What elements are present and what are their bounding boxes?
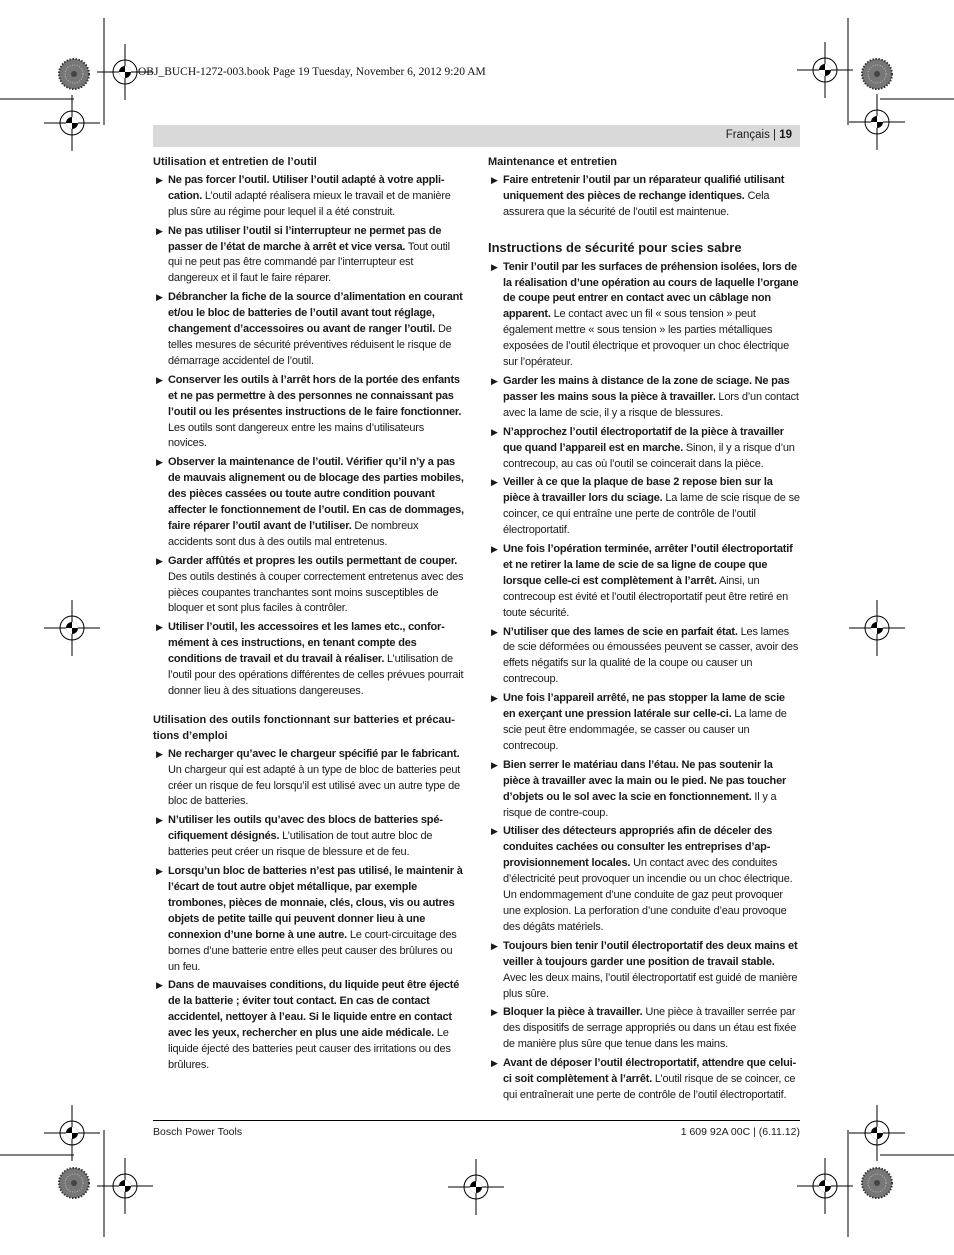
- item-bold-text: Veiller à ce que la plaque de base 2 repose bien sur la pièce à travailler lors du sciage.: [503, 476, 773, 505]
- item-body-text: L’outil risque de se coincer, ce qui entraînerait une perte de contrôle de l’outil électroportatif.: [503, 1073, 796, 1101]
- header-language: Français |: [725, 129, 776, 141]
- list-item: [153, 290, 465, 370]
- section-heading: Utilisation et entretien de l’outil: [153, 156, 317, 168]
- registration-mark-icon: [97, 1158, 153, 1214]
- item-body-text: La lame de scie peut être endommagée, se casser ou causer un contrecoup.: [503, 708, 787, 752]
- list-item: [488, 425, 800, 473]
- item-body-text: Avec les deux mains, l’outil électroportatif est guidé de manière plus sûre.: [503, 971, 798, 1000]
- item-body-text: L’utilisation de tout autre bloc de batteries peut créer un risque de blessure et de feu.: [168, 830, 433, 859]
- item-bold-text: Ne recharger qu’avec le chargeur spécifié par le fabricant.: [168, 747, 460, 760]
- bullet-triangle-icon: ▶: [491, 1058, 498, 1069]
- bullet-triangle-icon: ▶: [491, 626, 498, 637]
- item-bold-text: Dans de mauvaises conditions, du liquide peut être éjecté de la batterie ; éviter tout contact. En cas de contact accidentel, nettoyer à l’eau. Si le liquide entre en contact avec les yeux, rechercher en plus une aide médicale.: [168, 979, 460, 1040]
- item-body-text: De telles mesures de sécurité préventives réduisent le risque de démarrage accidentel de l’outil.: [168, 323, 452, 367]
- bullet-triangle-icon: ▶: [156, 980, 163, 991]
- item-list: [153, 747, 465, 1074]
- item-body-text: Lors d’un contact avec la lame de scie, il y a risque de blessures.: [503, 390, 799, 419]
- registration-mark-icon: [44, 600, 100, 656]
- left-column: [153, 155, 465, 1077]
- bullet-triangle-icon: ▶: [156, 292, 163, 303]
- item-body-text: Il y a risque de contre-coup.: [503, 790, 777, 819]
- section-heading: Utilisation des outils fonctionnant sur batteries et précautions d’emploi: [153, 713, 455, 742]
- list-item: [488, 625, 800, 689]
- item-bold-text: Conserver les outils à l’arrêt hors de la portée des enfants et ne pas permettre à des personnes ne connaissant pas l’outil ou les présentes instructions de le faire fonctionner.: [168, 373, 462, 418]
- registration-mark-icon: [849, 1105, 905, 1161]
- list-item: [153, 455, 465, 550]
- list-item: [488, 1056, 800, 1104]
- item-bold-text: Débrancher la fiche de la source d’alimentation en courant et/ou le bloc de batteries de l’outil avant tout réglage, changement d’accessoires ou avant de ranger l’outil.: [168, 291, 463, 336]
- bullet-triangle-icon: ▶: [156, 815, 163, 826]
- star-target-icon: [59, 1168, 89, 1198]
- bullet-triangle-icon: ▶: [491, 693, 498, 704]
- list-item: [488, 475, 800, 539]
- bullet-triangle-icon: ▶: [156, 225, 163, 236]
- item-list: [153, 173, 465, 700]
- item-bold-text: Garder les mains à distance de la zone de sciage. Ne pas passer les mains sous la pièce à travailler.: [503, 374, 790, 403]
- item-body-text: Sinon, il y a risque d’un contrecoup, au cas où l’outil se coincerait dans la pièce.: [503, 441, 795, 470]
- list-item: [488, 691, 800, 755]
- item-bold-text: Avant de déposer l’outil électroportatif, attendre que celui-ci soit complètement à l’arrêt.: [503, 1057, 796, 1086]
- item-body-text: Le liquide éjecté des batteries peut causer des irritations ou des brûlures.: [168, 1027, 451, 1071]
- item-bold-text: Utiliser des détecteurs appropriés afin de déceler des conduites cachées ou consulter les entreprises d’approvisionnement locales.: [503, 825, 773, 870]
- registration-mark-icon: [849, 94, 905, 150]
- registration-mark-icon: [849, 600, 905, 656]
- bullet-triangle-icon: ▶: [156, 866, 163, 877]
- book-info-line: OBJ_BUCH-1272-003.book Page 19 Tuesday, November 6, 2012 9:20 AM: [138, 66, 486, 78]
- item-bold-text: Bien serrer le matériau dans l’étau. Ne pas soutenir la pièce à travailler avec la main ou le pied. Ne pas toucher d’objets ou le sol avec la scie en fonctionnement.: [503, 758, 787, 803]
- registration-mark-icon: [797, 1158, 853, 1214]
- item-bold-text: Ne pas utiliser l’outil si l’interrupteur ne permet pas de passer de l’état de marche à arrêt et vice versa.: [168, 224, 442, 253]
- item-bold-text: Observer la maintenance de l’outil. Vérifier qu’il n’y a pas de mauvais alignement ou de blocage des parties mobiles, des pièces cassées ou toute autre condition pouvant affecter le fonctionnement de l’outil. En cas de dommages, faire réparer l’outil avant de l’utiliser.: [168, 456, 464, 532]
- item-bold-text: Faire entretenir l’outil par un réparateur qualifié utilisant uniquement des pièces de rechange identiques.: [503, 173, 785, 202]
- item-bold-text: Utiliser l’outil, les accessoires et les lames etc., conformément à ces instructions, en tenant compte des conditions de travail et du travail à réaliser.: [168, 621, 445, 666]
- item-list: [488, 173, 800, 221]
- bullet-triangle-icon: ▶: [491, 1007, 498, 1018]
- item-bold-text: N’utiliser les outils qu’avec des blocs de batteries spécifiquement désignés.: [168, 814, 443, 843]
- registration-mark-icon: [797, 42, 853, 98]
- list-item: [488, 1005, 800, 1053]
- list-item: [153, 813, 465, 861]
- item-body-text: Un chargeur qui est adapté à un type de bloc de batteries peut créer un risque de feu lorsqu’il est utilisé avec un autre type de bloc de batteries.: [168, 763, 461, 808]
- item-body-text: Ainsi, un contrecoup est évité et l’outil électroportatif peut être retiré en toute sécurité.: [503, 574, 788, 619]
- item-bold-text: Une fois l’appareil arrêté, ne pas stopper la lame de scie en exerçant une pression latérale sur celle-ci.: [503, 692, 785, 721]
- list-item: [488, 173, 800, 221]
- item-bold-text: Garder affûtés et propres les outils permettant de couper.: [168, 554, 458, 567]
- star-target-icon: [59, 59, 89, 89]
- item-bold-text: Lorsqu’un bloc de batteries n’est pas utilisé, le maintenir à l’écart de tout autre objet métallique, par exemple trombones, pièces de monnaie, clés, clous, vis ou autres objets de petite taille qui peuvent donner lieu à une connexion d’une borne à une autre.: [168, 865, 463, 941]
- item-body-text: Les outils sont dangereux entre les mains d’utilisateurs novices.: [168, 421, 425, 450]
- list-item: [153, 620, 465, 700]
- footer-rule: [153, 1120, 800, 1121]
- page-header: [153, 125, 800, 147]
- bullet-triangle-icon: ▶: [491, 826, 498, 837]
- bullet-triangle-icon: ▶: [491, 174, 498, 185]
- right-column: [488, 155, 800, 1107]
- item-body-text: L’utilisation de l’outil pour des opérations différentes de celles prévues pourrait donner lieu à des situations dangereuses.: [168, 653, 464, 697]
- star-target-icon: [862, 59, 892, 89]
- registration-mark-icon: [44, 1105, 100, 1161]
- list-item: [488, 260, 800, 371]
- bullet-triangle-icon: ▶: [156, 374, 163, 385]
- list-item: [153, 978, 465, 1073]
- bullet-triangle-icon: ▶: [491, 940, 498, 951]
- item-body-text: Cela assurera que la sécurité de l’outil est maintenue.: [503, 189, 770, 218]
- list-item: [153, 173, 465, 221]
- item-body-text: De nombreux accidents sont dus à des outils mal entretenus.: [168, 519, 419, 548]
- bullet-triangle-icon: ▶: [491, 261, 498, 272]
- bullet-triangle-icon: ▶: [156, 555, 163, 566]
- item-bold-text: Bloquer la pièce à travailler.: [503, 1006, 643, 1019]
- footer-brand: Bosch Power Tools: [153, 1126, 243, 1138]
- bullet-triangle-icon: ▶: [491, 375, 498, 386]
- bullet-triangle-icon: ▶: [491, 544, 498, 555]
- list-item: [488, 374, 800, 422]
- bullet-triangle-icon: ▶: [491, 759, 498, 770]
- bullet-triangle-icon: ▶: [491, 426, 498, 437]
- item-bold-text: Toujours bien tenir l’outil électroportatif des deux mains et veiller à toujours garder une position de travail stable.: [503, 939, 798, 968]
- list-item: [488, 542, 800, 622]
- section-title: Instructions de sécurité pour scies sabre: [488, 239, 742, 255]
- list-item: [153, 554, 465, 618]
- bullet-triangle-icon: ▶: [156, 748, 163, 759]
- item-bold-text: N’approchez l’outil électroportatif de la pièce à travailler que quand l’appareil est en marche.: [503, 425, 784, 454]
- list-item: [153, 747, 465, 811]
- list-item: [488, 939, 800, 1003]
- item-body-text: Tout outil qui ne peut pas être commandé par l’interrupteur est dangereux et il faut le faire réparer.: [168, 240, 450, 285]
- page-number: 19: [779, 129, 792, 141]
- item-bold-text: N’utiliser que des lames de scie en parfait état.: [503, 625, 738, 638]
- item-body-text: La lame de scie risque de se coincer, ce qui entraîne une perte de contrôle de l’outil électroportatif.: [503, 492, 800, 537]
- item-body-text: Un contact avec des conduites d’électricité peut provoquer un incendie ou un choc électrique. Un endommagement d’une conduite de gaz peut provoquer une explosion. La perforation d’une conduite d’eau provoque des dégâts matériels.: [503, 857, 793, 933]
- section-heading: Maintenance et entretien: [488, 156, 617, 168]
- footer-doc-number: 1 609 92A 00C | (6.11.12): [680, 1126, 800, 1138]
- list-item: [488, 758, 800, 822]
- item-body-text: Les lames de scie déformées ou émoussées peuvent se casser, avoir des effets négatifs sur la qualité de la coupe ou causer un contrecoup.: [503, 625, 799, 686]
- bullet-triangle-icon: ▶: [156, 174, 163, 185]
- item-bold-text: Tenir l’outil par les surfaces de préhension isolées, lors de la réalisation d’une opération au cours de laquelle l’organe de coupe peut entrer en contact avec un câblage non apparent.: [503, 260, 799, 321]
- item-body-text: L’outil adapté réalisera mieux le travail et de manière plus sûre au régime pour lequel il a été construit.: [168, 189, 451, 218]
- bullet-triangle-icon: ▶: [491, 477, 498, 488]
- item-body-text: Des outils destinés à couper correctement entretenus avec des pièces coupantes tranchantes sont moins susceptibles de bloquer et sont plus faciles à contrôler.: [168, 570, 464, 615]
- item-bold-text: Une fois l’opération terminée, arrêter l’outil électroportatif et ne retirer la lame de scie de sa ligne de coupe que lorsque celle-ci est complètement à l’arrêt.: [503, 543, 793, 587]
- list-item: [153, 373, 465, 453]
- item-bold-text: Ne pas forcer l’outil. Utiliser l’outil adapté à votre application.: [168, 173, 445, 202]
- registration-mark-icon: [448, 1159, 504, 1215]
- bullet-triangle-icon: ▶: [156, 457, 163, 468]
- star-target-icon: [862, 1168, 892, 1198]
- list-item: [153, 224, 465, 288]
- list-item: [153, 864, 465, 975]
- item-body-text: Une pièce à travailler serrée par des dispositifs de serrage appropriés ou dans un étau est fixée de manière plus sûre que tenue dans les mains.: [503, 1006, 797, 1051]
- item-body-text: Le court-circuitage des bornes d’une batterie entre elles peut causer des brûlures ou un feu.: [168, 928, 457, 973]
- bullet-triangle-icon: ▶: [156, 622, 163, 633]
- list-item: [488, 824, 800, 935]
- item-list: [488, 260, 800, 1104]
- item-body-text: Le contact avec un fil « sous tension » peut également mettre « sous tension » les parties métalliques exposées de l’outil électrique et provoquer un choc électrique sur l’opérateur.: [503, 308, 790, 369]
- header-text: [726, 129, 792, 141]
- registration-mark-icon: [44, 95, 100, 151]
